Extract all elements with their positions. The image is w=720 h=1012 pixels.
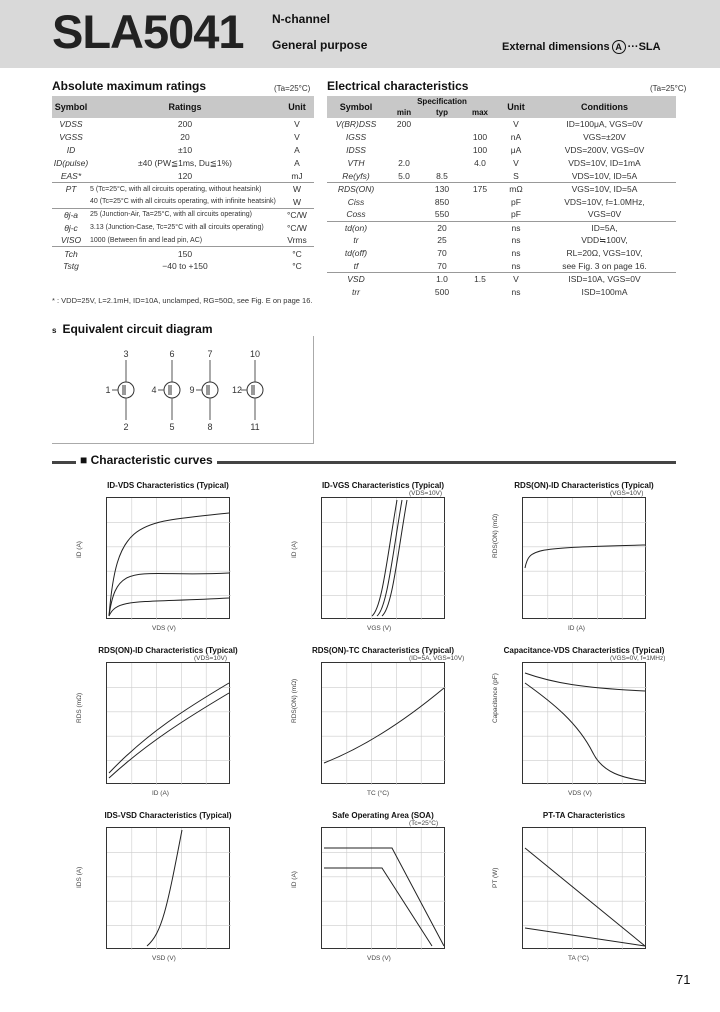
chart-ylabel: PT (W) [492,867,499,888]
row-max: 4.0 [474,158,486,169]
row-rating: 25 (Junction-Air, Ta=25°C, with all circuits operating) [90,208,280,221]
chart-svg [322,663,446,785]
header-symbol: Symbol [327,96,385,118]
row-condition: ID=100μA, VGS=0V [566,119,643,130]
row-condition: ISD=100mA [581,287,628,298]
row-condition: VDS=200V, VGS=0V [564,145,645,156]
chart-plot-area [106,662,230,784]
equiv-circuit-diagram [52,336,314,444]
row-max [461,286,499,299]
mosfet-symbol [202,382,218,398]
row-rating: 150 [90,247,280,260]
row-condition: VDD≒100V, [581,234,628,245]
purpose: General purpose [272,38,368,52]
chart-curve [525,545,645,568]
elec-row [327,157,676,170]
drain-pin-label: 6 [169,349,175,359]
row-condition: ID=5A, [533,221,676,234]
row-rating: 5 (Tc=25°C, with all circuits operating, without heatsink) [90,182,280,195]
row-typ: 8.5 [436,170,448,181]
row-symbol: Coss [346,209,366,220]
chart-title: ID-VDS Characteristics (Typical) [107,481,229,490]
row-typ: 20 [423,221,461,234]
row-typ [423,118,461,131]
row-symbol: VTH [347,158,365,169]
row-max [461,118,499,131]
chart-curve [109,598,229,616]
row-rating: 200 [177,119,193,130]
row-unit: V [499,273,533,286]
row-unit: Vrms [287,235,307,246]
row-max: 1.5 [461,273,499,286]
chart-plot-area [522,662,646,784]
chart-svg [523,498,647,620]
row-condition: VDS=10V, f=1.0MHz, [564,196,645,207]
elec-row [327,131,676,144]
chart-xlabel: VSD (V) [152,955,176,962]
row-symbol: ID(pulse) [53,158,89,169]
chart-ylabel: ID (A) [291,541,298,558]
abs-max-row [52,195,314,208]
row-symbol: td(on) [327,221,385,234]
row-condition: VGS=10V, ID=5A [533,182,676,195]
row-unit: ns [511,287,521,298]
chart-ylabel: IDS (A) [76,866,83,888]
chart-xlabel: ID (A) [152,790,169,797]
chart-xlabel: ID (A) [568,625,585,632]
row-unit: A [294,158,300,169]
chart-condition-note: (VDS=10V) [409,490,443,497]
mosfet-symbol [247,382,263,398]
equiv-title: s Equivalent circuit diagram [52,322,213,336]
elec-row [327,118,676,131]
row-typ: 70 [437,260,447,271]
row-condition: VDS=10V, ID=5A [571,170,638,181]
row-min [385,260,423,273]
row-min [385,182,423,195]
row-symbol: VISO [60,235,82,246]
elec-title: Electrical characteristics [327,79,469,93]
chart-title: RDS(ON)-ID Characteristics (Typical) [514,481,654,490]
chart-curve [147,830,182,946]
row-unit: V [513,119,519,130]
chart-svg [322,828,446,950]
row-unit: °C/W [287,222,307,233]
chart-plot-area [522,497,646,619]
abs-max-table [52,96,314,273]
row-unit: S [513,170,519,181]
row-max: 100 [472,145,488,156]
gate-pin-label: 9 [189,385,195,395]
row-unit: ns [511,260,521,271]
row-symbol: td(off) [344,248,368,259]
abs-max-row [52,144,314,157]
source-pin-label: 2 [123,422,129,432]
chart-ylabel: RDS(ON) (mΩ) [291,678,298,723]
row-condition: see Fig. 3 on page 16. [562,260,647,271]
row-max: 100 [472,132,488,143]
row-typ [423,144,461,157]
row-unit: ns [499,221,533,234]
chart-title: ID-VGS Characteristics (Typical) [321,481,445,490]
row-typ [423,157,461,170]
header-symbol: Symbol [52,96,90,118]
chart-curve [324,848,444,946]
elec-condition: (Ta=25°C) [650,84,687,93]
elec-row [327,273,676,286]
drain-pin-label: 3 [123,349,129,359]
chart-condition-note: (Tc=25°C) [409,820,439,827]
chart-title: PT-TA Characteristics [542,811,626,820]
row-symbol: PT [52,182,90,195]
row-min [385,208,423,221]
row-symbol [52,195,90,208]
drain-pin-label: 10 [249,349,261,359]
abs-max-row [52,182,314,195]
row-condition: VGS=±20V [583,132,626,143]
row-condition: VDS=10V, ID=1mA [568,158,641,169]
chart-curve [109,693,229,778]
header-max: max [461,107,499,118]
row-typ: 70 [437,248,447,259]
row-rating: −40 to +150 [162,261,208,272]
chart-svg [523,828,647,950]
chart-title: Safe Operating Area (SOA) [332,811,434,820]
chart-xlabel: VDS (V) [568,790,592,797]
row-rating: ±10 [177,145,193,156]
row-rating: 40 (Tc=25°C with all circuits operating, with infinite heatsink) [90,198,276,206]
chart-curve [109,683,229,773]
channel-type: N-channel [272,12,331,26]
elec-row [327,208,676,221]
mosfet-symbol [118,382,134,398]
row-symbol: Re(yfs) [342,170,370,181]
row-unit: °C/W [280,208,314,221]
gate-pin-label: 12 [231,385,243,395]
chart-condition-note: (VGS=10V) [610,490,644,497]
chart-ylabel: RDS(ON) (mΩ) [492,513,499,558]
row-symbol: IDSS [346,145,366,156]
row-typ: 130 [423,182,461,195]
row-rating: 1000 (Between fin and lead pin, AC) [90,236,203,244]
chart-plot-area [522,827,646,949]
row-unit: W [280,182,314,195]
row-min [385,247,423,260]
chart-xlabel: TC (°C) [367,790,390,797]
chart-title: Capacitance-VDS Characteristics (Typical) [503,646,665,655]
header-band [0,0,720,68]
chart-ylabel: ID (A) [76,541,83,558]
chart-ylabel: ID (A) [291,871,298,888]
row-condition: ISD=10A, VGS=0V [533,273,676,286]
chart-curve [525,848,645,946]
chart-condition-note: (VDS=10V) [194,655,228,662]
elec-row [327,144,676,157]
row-min: 200 [396,119,412,130]
chart-svg [107,828,231,950]
row-symbol: θj-c [64,222,78,233]
abs-max-condition: (Ta=25°C) [274,84,311,93]
elec-row [327,286,676,299]
row-symbol: VDSS [59,119,83,130]
gate-pin-label: 1 [105,385,111,395]
row-min [385,131,423,144]
chart-xlabel: VDS (V) [367,955,391,962]
row-symbol: θj-a [52,208,90,221]
row-symbol: V(BR)DSS [335,119,377,130]
row-min [385,286,423,299]
row-unit: V [294,119,300,130]
chart-condition-note: (VGS=0V, f=1MHz) [610,655,666,662]
row-max [461,221,499,234]
chart-xlabel: VGS (V) [367,625,392,632]
chart-svg [107,498,231,620]
chart-ylabel: RDS (mΩ) [76,692,83,723]
row-typ: 500 [434,287,450,298]
header-unit: Unit [280,96,314,118]
header-typ: typ [423,107,461,118]
row-rating: 3.13 (Junction-Case, Tc=25°C with all circuits operating) [90,224,264,232]
abs-max-row [52,260,314,273]
row-symbol: EAS* [60,170,82,181]
drain-pin-label: 7 [207,349,213,359]
header-specification: Specification [385,96,499,107]
row-min [385,273,423,286]
chart-xlabel: VDS (V) [152,625,176,632]
row-symbol: Ciss [347,196,365,207]
row-typ: 850 [434,196,450,207]
abs-max-row [52,221,314,234]
chart-svg [322,498,446,620]
row-unit: pF [511,196,521,207]
elec-row [327,234,676,247]
row-condition: RL=20Ω, VGS=10V, [566,248,643,259]
elec-row [327,260,676,273]
equiv-circuit-box [52,336,314,444]
row-symbol: trr [351,287,361,298]
row-unit: mJ [291,170,303,181]
row-typ [423,131,461,144]
abs-max-row [52,131,314,144]
chart-title: IDS-VSD Characteristics (Typical) [104,811,232,820]
source-pin-label: 5 [169,422,175,432]
row-max [461,247,499,260]
source-pin-label: 11 [250,422,260,432]
chart-curve [109,573,229,616]
row-max [461,208,499,221]
mosfet-symbol [164,382,180,398]
row-min [385,234,423,247]
abs-max-title: Absolute maximum ratings [52,79,207,93]
row-unit: mΩ [499,182,533,195]
chart-condition-note: (ID=5A, VGS=10V) [409,655,465,662]
row-max [461,260,499,273]
row-symbol: IGSS [345,132,367,143]
row-max: 175 [461,182,499,195]
row-unit: ns [511,248,521,259]
row-rating: 20 [180,132,190,143]
elec-row [327,182,676,195]
chart-plot-area [321,497,445,619]
chart-plot-area [321,827,445,949]
abs-max-row [52,118,314,131]
elec-row [327,195,676,208]
row-symbol: ID [66,145,76,156]
row-max [461,195,499,208]
row-unit: nA [510,132,522,143]
chart-title: RDS(ON)-TC Characteristics (Typical) [311,646,455,655]
chart-curve [525,683,645,781]
chart-svg [107,663,231,785]
row-symbol: Tstg [63,261,79,272]
row-min: 2.0 [398,158,410,169]
source-pin-label: 8 [207,422,213,432]
chart-curve [324,688,444,763]
row-symbol: VGSS [59,132,83,143]
row-max [461,234,499,247]
row-symbol: VSD [327,273,385,286]
row-max [461,170,499,183]
elec-table [327,96,676,298]
row-symbol: RDS(ON) [327,182,385,195]
chart-curve [324,868,432,946]
curves-title: ■ Characteristic curves [76,453,217,467]
header-ratings: Ratings [90,96,280,118]
elec-row [327,170,676,183]
abs-max-row [52,170,314,183]
row-min [385,144,423,157]
row-unit: μA [510,145,522,156]
row-unit: A [294,145,300,156]
chart-plot-area [106,497,230,619]
header-unit: Unit [499,96,533,118]
header-conditions: Conditions [533,96,676,118]
chart-title: RDS(ON)-ID Characteristics (Typical) [98,646,238,655]
chart-plot-area [106,827,230,949]
row-unit: pF [511,209,521,220]
page-number: 71 [676,972,691,987]
row-min [385,195,423,208]
abs-max-row [52,247,314,260]
chart-ylabel: Capacitance (pF) [492,673,499,723]
abs-max-row [52,208,314,221]
part-number: SLA5041 [52,5,244,58]
abs-max-row [52,234,314,247]
row-typ: 25 [437,235,447,246]
header-min: min [385,107,423,118]
gate-pin-label: 4 [151,385,157,395]
row-symbol: Tch [52,247,90,260]
row-typ: 1.0 [423,273,461,286]
row-unit: ns [511,235,521,246]
elec-row [327,247,676,260]
row-rating: ±40 (PW≦1ms, Du≦1%) [137,157,232,168]
chart-svg [523,663,647,785]
row-rating: 120 [177,170,193,181]
row-typ: 550 [434,209,450,220]
chart-xlabel: TA (°C) [568,955,589,962]
row-unit: °C [292,261,302,272]
row-symbol: tf [353,260,359,271]
chart-curve [525,673,645,691]
row-min [385,221,423,234]
package-code-badge: A [612,40,626,54]
abs-max-note: * : VDD=25V, L=2.1mH, ID=10A, unclamped, RG=50Ω, see Fig. E on page 16. [52,296,313,305]
external-dimensions: External dimensions A ···SLA [502,41,661,53]
chart-plot-area [321,662,445,784]
row-unit: °C [280,247,314,260]
row-condition: VGS=0V [587,209,622,220]
abs-max-row [52,157,314,170]
row-symbol: tr [353,235,359,246]
row-unit: V [294,132,300,143]
row-unit: V [513,158,519,169]
row-unit: W [292,196,302,207]
elec-row [327,221,676,234]
row-min: 5.0 [398,170,410,181]
